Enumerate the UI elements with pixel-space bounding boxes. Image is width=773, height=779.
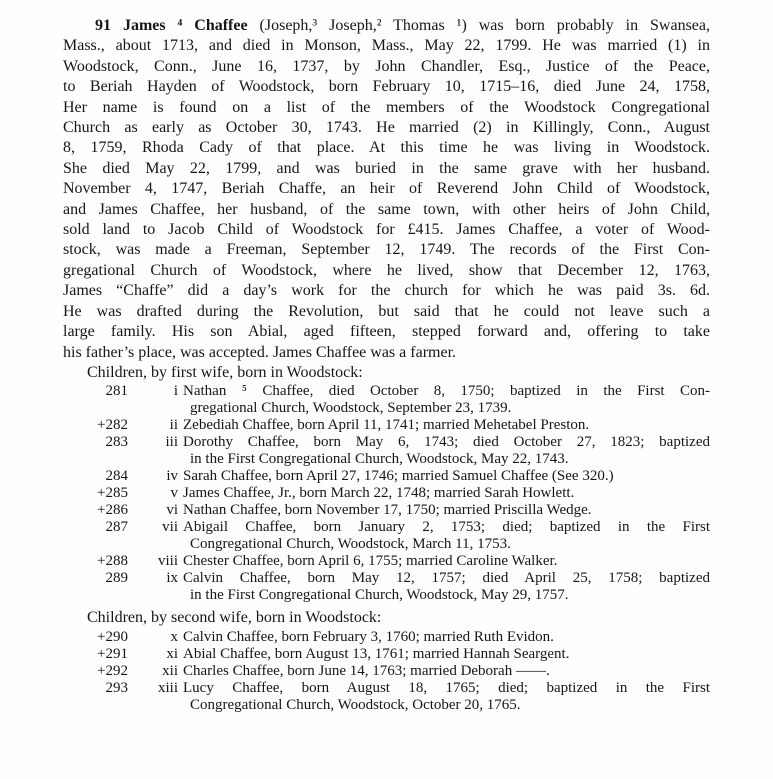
child-roman-numeral: iv (166, 468, 178, 485)
child-roman-numeral: vii (162, 519, 178, 536)
paragraph-line: gregational Church of Woodstock, where he lived, show that December 12, 1763, (63, 261, 710, 279)
child-text-continuation: Congregational Church, Woodstock, March 11, 1753. (190, 536, 511, 553)
child-entry (63, 519, 710, 553)
child-number: 287 (105, 519, 128, 536)
child-text-line: Calvin Chaffee, born February 3, 1760; married Ruth Evidon. (183, 628, 554, 645)
paragraph-line: large family. His son Abial, aged fifteen, stepped forward and, offering to take (63, 323, 710, 341)
child-entry (63, 663, 710, 680)
child-text-line: Dorothy Chaffee, born May 6, 1743; died October 27, 1823; baptized (183, 434, 710, 451)
child-roman-numeral: xi (166, 645, 178, 662)
genealogy-lineage-text: (Joseph,³ Joseph,² Thomas ¹) was born probably in Swansea, (247, 17, 710, 34)
child-number: 293 (105, 679, 128, 696)
paragraph-line: to Beriah Hayden of Woodstock, born February 10, 1715–16, died June 24, 1758, (63, 78, 710, 96)
child-roman-numeral: vi (166, 502, 178, 519)
child-text-line: Chester Chaffee, born April 6, 1755; married Caroline Walker. (183, 553, 558, 570)
child-roman-numeral: x (170, 628, 178, 645)
child-number: +292 (97, 662, 128, 679)
paragraph-line: and James Chaffee, her husband, of the same town, with other heirs of John Child, (63, 200, 710, 218)
child-number: 283 (105, 434, 128, 451)
child-entry-row (63, 434, 710, 451)
child-roman-numeral: xii (162, 662, 178, 679)
child-entry (63, 417, 710, 434)
child-text-continuation: in the First Congregational Church, Woodstock, May 22, 1743. (190, 451, 569, 468)
child-entry-row (63, 553, 710, 570)
child-number: 289 (105, 570, 128, 587)
child-entry-row (63, 383, 710, 400)
child-roman-numeral: v (170, 485, 178, 502)
child-entry (63, 570, 710, 604)
child-roman-numeral: ix (166, 570, 178, 587)
child-entry-row (63, 519, 710, 536)
paragraph-line: Church as early as October 30, 1743. He married (2) in Killingly, Conn., August (63, 119, 710, 137)
child-entry (63, 485, 710, 502)
paragraph-line: his father’s place, was accepted. James Chaffee was a farmer. (63, 343, 457, 361)
child-entry-row (63, 663, 710, 680)
child-number: +291 (97, 645, 128, 662)
child-entry (63, 434, 710, 468)
intro-paragraph (63, 16, 710, 363)
child-entry-row (63, 485, 710, 502)
paragraph-first-line (63, 16, 710, 36)
child-text-line: Calvin Chaffee, born May 12, 1757; died April 25, 1758; baptized (183, 570, 710, 587)
child-text-line: James Chaffee, Jr., born March 22, 1748; married Sarah Howlett. (183, 485, 575, 502)
paragraph-line: sold land to Jacob Child of Woodstock for £415. James Chaffee, a voter of Wood- (63, 221, 710, 239)
child-number: +288 (97, 553, 128, 570)
child-text-line: Abigail Chaffee, born January 2, 1753; died; baptized in the First (183, 519, 710, 536)
child-roman-numeral: xiii (157, 679, 178, 696)
child-entry-row (63, 468, 710, 485)
child-entry (63, 680, 710, 714)
child-entry-row (63, 570, 710, 587)
child-roman-numeral: i (173, 383, 178, 400)
child-number: 284 (105, 468, 128, 485)
child-roman-numeral: ii (169, 417, 178, 434)
paragraph-line: Woodstock, Conn., June 16, 1737, by John Chandler, Esq., Justice of the Peace, (63, 57, 710, 75)
child-text-line: Abial Chaffee, born August 13, 1761; married Hannah Seargent. (183, 645, 570, 662)
child-entry-row (63, 680, 710, 697)
child-text-continuation: gregational Church, Woodstock, September 23, 1739. (190, 400, 512, 417)
child-text-continuation: Congregational Church, Woodstock, October 20, 1765. (190, 696, 521, 713)
child-entry (63, 502, 710, 519)
child-entry (63, 629, 710, 646)
children-second-wife-list (63, 629, 710, 714)
child-entry (63, 468, 710, 485)
person-entry-heading: 91 James ⁴ Chaffee (95, 17, 248, 34)
children-first-wife-list (63, 383, 710, 604)
child-entry (63, 383, 710, 417)
child-text-continuation: in the First Congregational Church, Woodstock, May 29, 1757. (190, 587, 569, 604)
child-entry-row (63, 629, 710, 646)
paragraph-line: Mass., about 1713, and died in Monson, Mass., May 22, 1799. He was married (1) in (63, 37, 710, 55)
paragraph-line: He was drafted during the Revolution, but said that he could not leave such a (63, 302, 710, 320)
child-text-line: Nathan Chaffee, born November 17, 1750; married Priscilla Wedge. (183, 502, 592, 519)
children-second-wife-header: Children, by second wife, born in Woodstock: (87, 609, 382, 627)
paragraph-line: November 4, 1747, Beriah Chaffe, an heir of Reverend John Child of Woodstock, (63, 180, 710, 198)
paragraph-line: 8, 1759, Rhoda Cady of that place. At this time he was living in Woodstock. (63, 139, 710, 157)
child-entry-row (63, 417, 710, 434)
paragraph-line: James “Chaffe” did a day’s work for the church for which he was paid 3s. 6d. (63, 282, 710, 300)
paragraph-line: Her name is found on a list of the members of the Woodstock Congregational (63, 98, 710, 116)
paragraph-line: She died May 22, 1799, and was buried in the same grave with her husband. (63, 159, 710, 177)
child-number: +286 (97, 502, 128, 519)
child-number: 281 (105, 383, 128, 400)
child-text-line: Lucy Chaffee, born August 18, 1765; died; baptized in the First (183, 679, 710, 696)
child-roman-numeral: iii (165, 434, 178, 451)
child-number: +285 (97, 485, 128, 502)
child-entry-row (63, 502, 710, 519)
child-entry (63, 646, 710, 663)
child-roman-numeral: viii (157, 553, 178, 570)
child-text-line: Sarah Chaffee, born April 27, 1746; married Samuel Chaffee (See 320.) (183, 468, 614, 485)
child-number: +290 (97, 628, 128, 645)
child-text-line: Zebediah Chaffee, born April 11, 1741; married Mehetabel Preston. (183, 417, 590, 434)
paragraph-line: stock, was made a Freeman, September 12, 1749. The records of the First Con- (63, 241, 710, 259)
child-entry (63, 553, 710, 570)
child-text-line: Nathan ⁵ Chaffee, died October 8, 1750; baptized in the First Con- (183, 383, 710, 400)
child-text-line: Charles Chaffee, born June 14, 1763; married Deborah ——. (183, 662, 550, 679)
children-first-wife-header: Children, by first wife, born in Woodstock: (87, 363, 363, 381)
child-entry-row (63, 646, 710, 663)
child-number: +282 (97, 417, 128, 434)
